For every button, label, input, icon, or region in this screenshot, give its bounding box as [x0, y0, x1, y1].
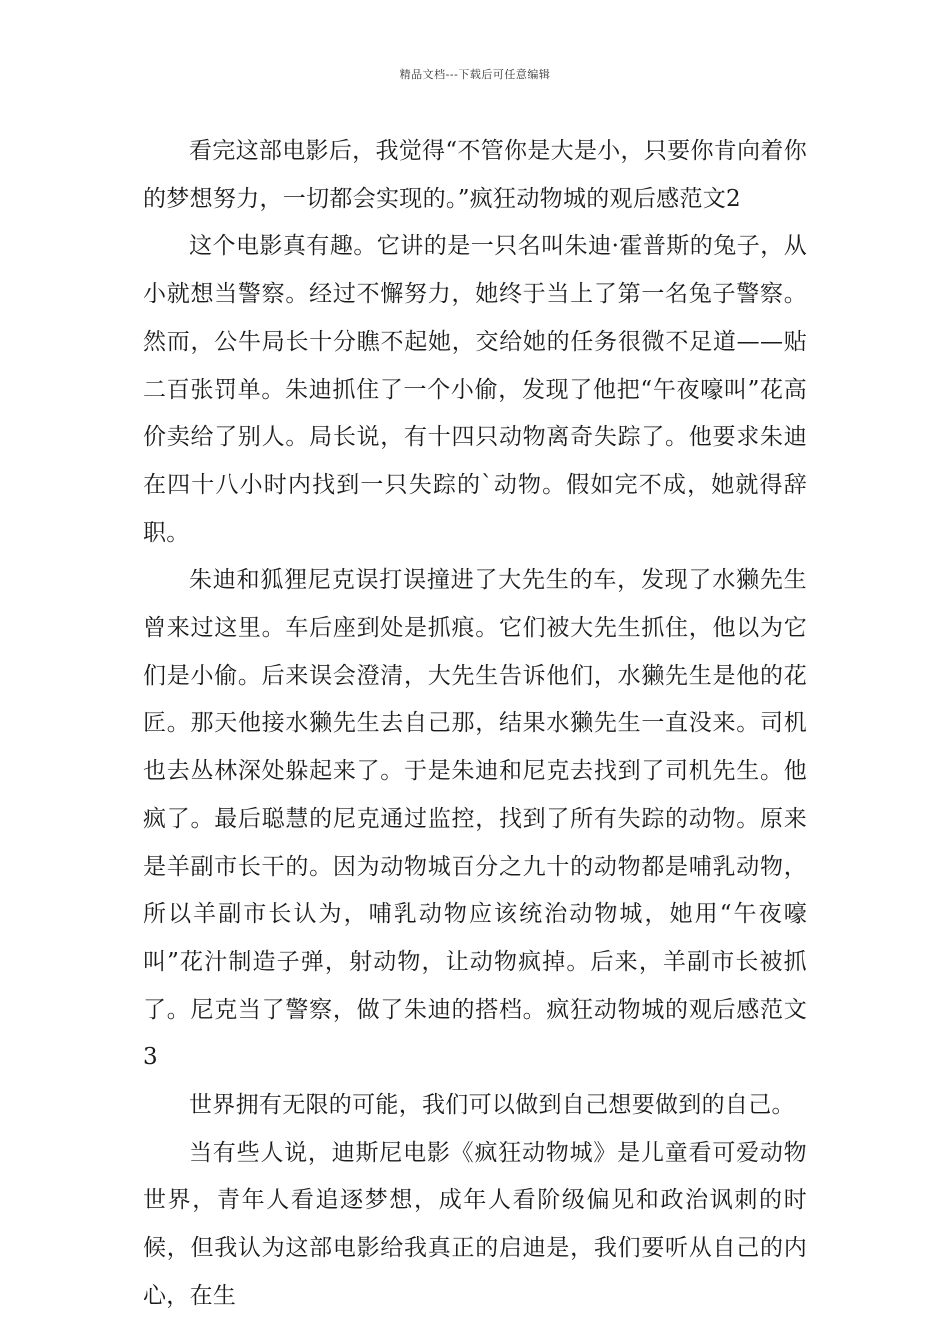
paragraph: 朱迪和狐狸尼克误打误撞进了大先生的车，发现了水獭先生曾来过这里。车后座到处是抓痕。它们被大先生抓住，他以为它们是小偷。后来误会澄清，大先生告诉他们，水獭先生是他的花匠。那天他接水獭先生去自己那，结果水獭先生一直没来。司机也去丛林深处躲起来了。于是朱迪和尼克去找到了司机先生。他疯了。最后聪慧的尼克通过监控，找到了所有失踪的动物。原来是羊副市长干的。因为动物城百分之九十的动物都是哺乳动物，所以羊副市长认为，哺乳动物应该统治动物城，她用“午夜嚎叫”花汁制造子弹，射动物，让动物疯掉。后来，羊副市长被抓了。尼克当了警察，做了朱迪的搭档。疯狂动物城的观后感范文3 — [143, 567, 807, 1071]
page-header: 精品文档---下载后可任意编辑 — [399, 68, 551, 81]
paragraph: 看完这部电影后，我觉得“不管你是大是小，只要你肯向着你的梦想努力，一切都会实现的。”疯狂动物城的观后感范文2 — [143, 138, 807, 212]
paragraph: 世界拥有无限的可能，我们可以做到自己想要做到的自己。 — [189, 1092, 795, 1119]
paragraph: 当有些人说，迪斯尼电影《疯狂动物城》是儿童看可爱动物世界，青年人看追逐梦想，成年人看阶级偏见和政治讽刺的时候，但我认为这部电影给我真正的启迪是，我们要听从自己的内心，在生 — [143, 1139, 807, 1309]
document-body — [143, 128, 807, 1321]
paragraph: 这个电影真有趣。它讲的是一只名叫朱迪·霍普斯的兔子，从小就想当警察。经过不懈努力，她终于当上了第一名兔子警察。然而，公牛局长十分瞧不起她，交给她的任务很微不足道——贴二百张罚单。朱迪抓住了一个小偷，发现了他把“午夜嚎叫”花高价卖给了别人。局长说，有十四只动物离奇失踪了。他要求朱迪在四十八小时内找到一只失踪的`动物。假如完不成，她就得辞职。 — [143, 233, 807, 546]
